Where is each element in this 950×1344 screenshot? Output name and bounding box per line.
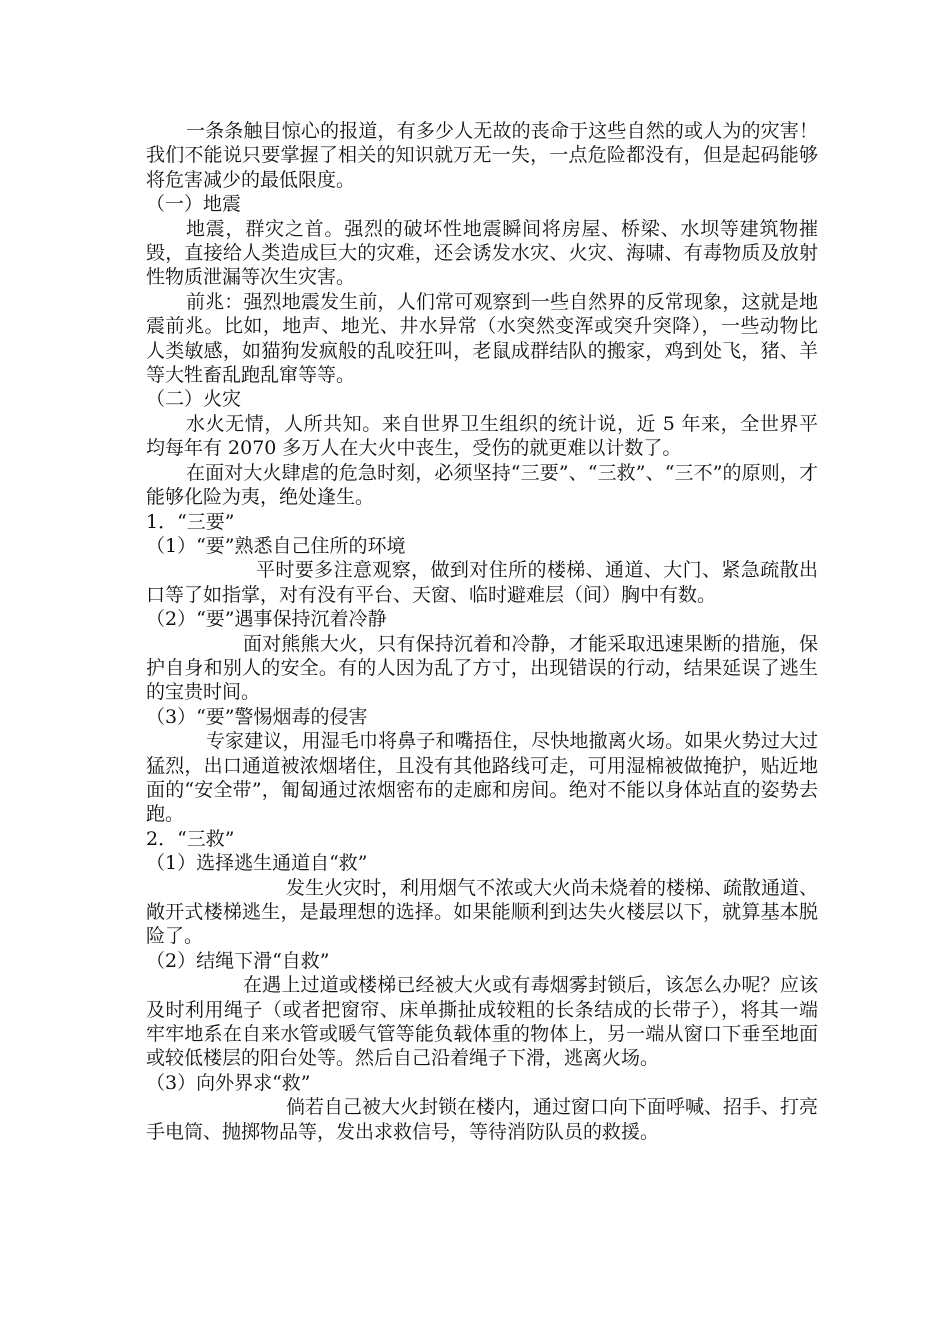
- document-page: [146, 119, 818, 1144]
- intro-paragraph: 一条条触目惊心的报道，有多少人无故的丧命于这些自然的或人为的灾害！我们不能说只要掌握了相关的知识就万无一失，一点危险都没有，但是起码能够将危害减少的最低限度。: [146, 120, 818, 191]
- earthquake-precursor-paragraph: 前兆：强烈地震发生前，人们常可观察到一些自然界的反常现象，这就是地震前兆。比如，地声、地光、井水异常（水突然变浑或突升突降），一些动物比人类敏感，如猫狗发疯般的乱咬狂叫，老鼠成群结队的搬家，鸡到处飞，猪、羊等大牲畜乱跑乱窜等等。: [146, 290, 818, 387]
- item-text: 平时要多注意观察，做到对住所的楼梯、通道、大门、紧急疏散出口等了如指掌，对有没有平台、天窗、临时避难层（间）胸中有数。: [146, 559, 818, 606]
- earthquake-paragraph: 地震，群灾之首。强烈的破坏性地震瞬间将房屋、桥梁、水坝等建筑物摧毁，直接给人类造成巨大的灾难，还会诱发水灾、火灾、海啸、有毒物质及放射性物质泄漏等次生灾害。: [146, 217, 818, 289]
- item-heading: （3）“要”警惕烟毒的侵害: [146, 705, 368, 728]
- item-heading: （1）选择逃生通道自“救”: [146, 852, 368, 875]
- item-heading: （3）向外界求“救”: [146, 1071, 311, 1094]
- item-heading: （1）“要”熟悉自己住所的环境: [146, 534, 406, 557]
- item-text: 专家建议，用湿毛巾将鼻子和嘴捂住，尽快地撤离火场。如果火势过大过猛烈，出口通道被浓烟堵住，且没有其他路线可走，可用湿棉被做掩护，贴近地面的“安全带”，匍匐通过浓烟密布的走廊和房间。绝对不能以身体站直的姿势去跑。: [146, 730, 818, 826]
- section-heading-fire: （二）火灾: [146, 388, 242, 411]
- item-text: 面对熊熊大火，只有保持沉着和冷静，才能采取迅速果断的措施，保护自身和别人的安全。有的人因为乱了方寸，出现错误的行动，结果延误了逃生的宝贵时间。: [146, 632, 818, 704]
- fire-principles-paragraph: 在面对大火肆虐的危急时刻，必须坚持“三要”、“三救”、“三不”的原则，才能够化险为夷，绝处逢生。: [146, 461, 818, 509]
- fire-paragraph: 水火无情，人所共知。来自世界卫生组织的统计说，近 5 年来，全世界平均每年有 2070 多万人在大火中丧生，受伤的就更难以计数了。: [146, 412, 818, 460]
- item-heading: （2）结绳下滑“自救”: [146, 949, 330, 972]
- subsection-heading-three-musts: 1．“三要”: [146, 510, 235, 533]
- item-text: 在遇上过道或楼梯已经被大火或有毒烟雾封锁后，该怎么办呢？应该及时利用绳子（或者把窗帘、床单撕扯成较粗的长条结成的长带子），将其一端牢牢地系在自来水管或暖气管等能负载体重的物体上，另一端从窗口下垂至地面或较低楼层的阳台处等。然后自己沿着绳子下滑，逃离火场。: [146, 974, 818, 1070]
- item-text: 倘若自己被大火封锁在楼内，通过窗口向下面呼喊、招手、打亮手电筒、抛掷物品等，发出求救信号，等待消防队员的救援。: [146, 1096, 819, 1143]
- item-text: 发生火灾时，利用烟气不浓或大火尚未烧着的楼梯、疏散通道、敞开式楼梯逃生，是最理想的选择。如果能顺利到达失火楼层以下，就算基本脱险了。: [146, 876, 819, 948]
- section-heading-earthquake: （一）地震: [146, 193, 242, 216]
- subsection-heading-three-rescues: 2．“三救”: [146, 827, 235, 850]
- item-heading: （2）“要”遇事保持沉着冷静: [146, 608, 387, 631]
